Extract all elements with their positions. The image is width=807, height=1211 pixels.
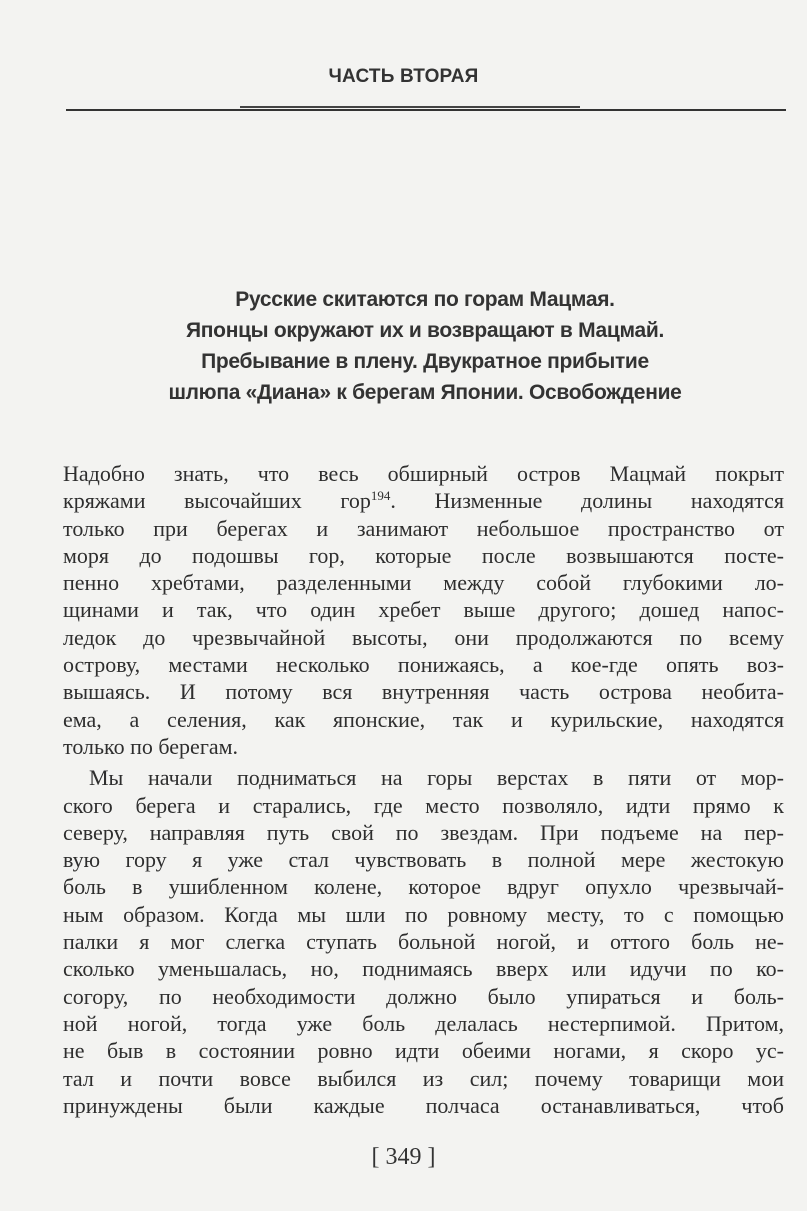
text-line: ным образом. Когда мы шли по ровному месту, то с помощью (63, 901, 784, 927)
text-line: не быв в состоянии ровно идти обеими ногами, я скоро ус- (63, 1038, 784, 1064)
paragraph-1 (63, 460, 784, 760)
text-line: вую гору я уже стал чувствовать в полной мере жестокую (63, 847, 784, 873)
text-line: острову, местами несколько понижаясь, а кое-где опять воз- (63, 652, 784, 678)
text-line: северу, направляя путь свой по звездам. При подъеме на пер- (63, 819, 784, 845)
text-line: ема, а селения, как японские, так и курильские, находятся (63, 706, 784, 732)
text-line: тал и почти вовсе выбился из сил; почему товарищи мои (63, 1065, 784, 1091)
chapter-heading (60, 284, 790, 408)
footnote-ref[interactable]: 194 (370, 488, 391, 504)
header-rule (66, 109, 786, 111)
text-line: только при берегах и занимают небольшое пространство от (63, 515, 784, 541)
text-line: принуждены были каждые полчаса останавливаться, чтоб (63, 1092, 784, 1118)
heading-line: Японцы окружают их и возвращают в Мацмай. (185, 319, 664, 342)
text-line: согору, по необходимости должно было упираться и боль- (63, 983, 784, 1009)
text-line-with-footnote (63, 487, 784, 514)
text-fragment: кряжами высочайших гор (63, 488, 371, 514)
text-line: щинами и так, что один хребет выше другого; дошед напос- (63, 597, 784, 623)
running-header: ЧАСТЬ ВТОРАЯ (328, 66, 479, 87)
page-number: [ 349 ] (371, 1144, 436, 1170)
text-fragment: . Низменные долины находятся (390, 488, 784, 514)
text-line: боль в ушибленном колене, которое вдруг опухло чрезвычай- (63, 874, 784, 900)
text-line: ледок до чрезвычайной высоты, они продолжаются по всему (63, 624, 784, 650)
text-line: вышаясь. И потому вся внутренняя часть острова необита- (63, 679, 784, 705)
text-line: Мы начали подниматься на горы верстах в пяти от мор- (89, 765, 784, 791)
body-text (63, 460, 784, 1119)
header-rule-accent (240, 106, 580, 108)
text-line: Надобно знать, что весь обширный остров Мацмай покрыт (63, 461, 784, 486)
paragraph-2 (63, 764, 784, 1119)
text-line: только по берегам. (63, 733, 239, 759)
heading-line: шлюпа «Диана» к берегам Японии. Освобождение (168, 381, 682, 404)
text-line: ной ногой, тогда уже боль делалась нестерпимой. Притом, (63, 1010, 784, 1036)
text-line: палки я мог слегка ступать больной ногой, и оттого боль не- (63, 929, 784, 955)
text-line: сколько уменьшалась, но, поднимаясь вверх или идучи по ко- (63, 956, 784, 982)
text-line: моря до подошвы гор, которые после возвышаются посте- (63, 542, 784, 568)
heading-line: Пребывание в плену. Двукратное прибытие (201, 350, 649, 373)
heading-line: Русские скитаются по горам Мацмая. (235, 288, 615, 311)
text-line: ского берега и старались, где место позволяло, идти прямо к (63, 792, 784, 818)
text-line: пенно хребтами, разделенными между собой глубокими ло- (63, 570, 784, 596)
